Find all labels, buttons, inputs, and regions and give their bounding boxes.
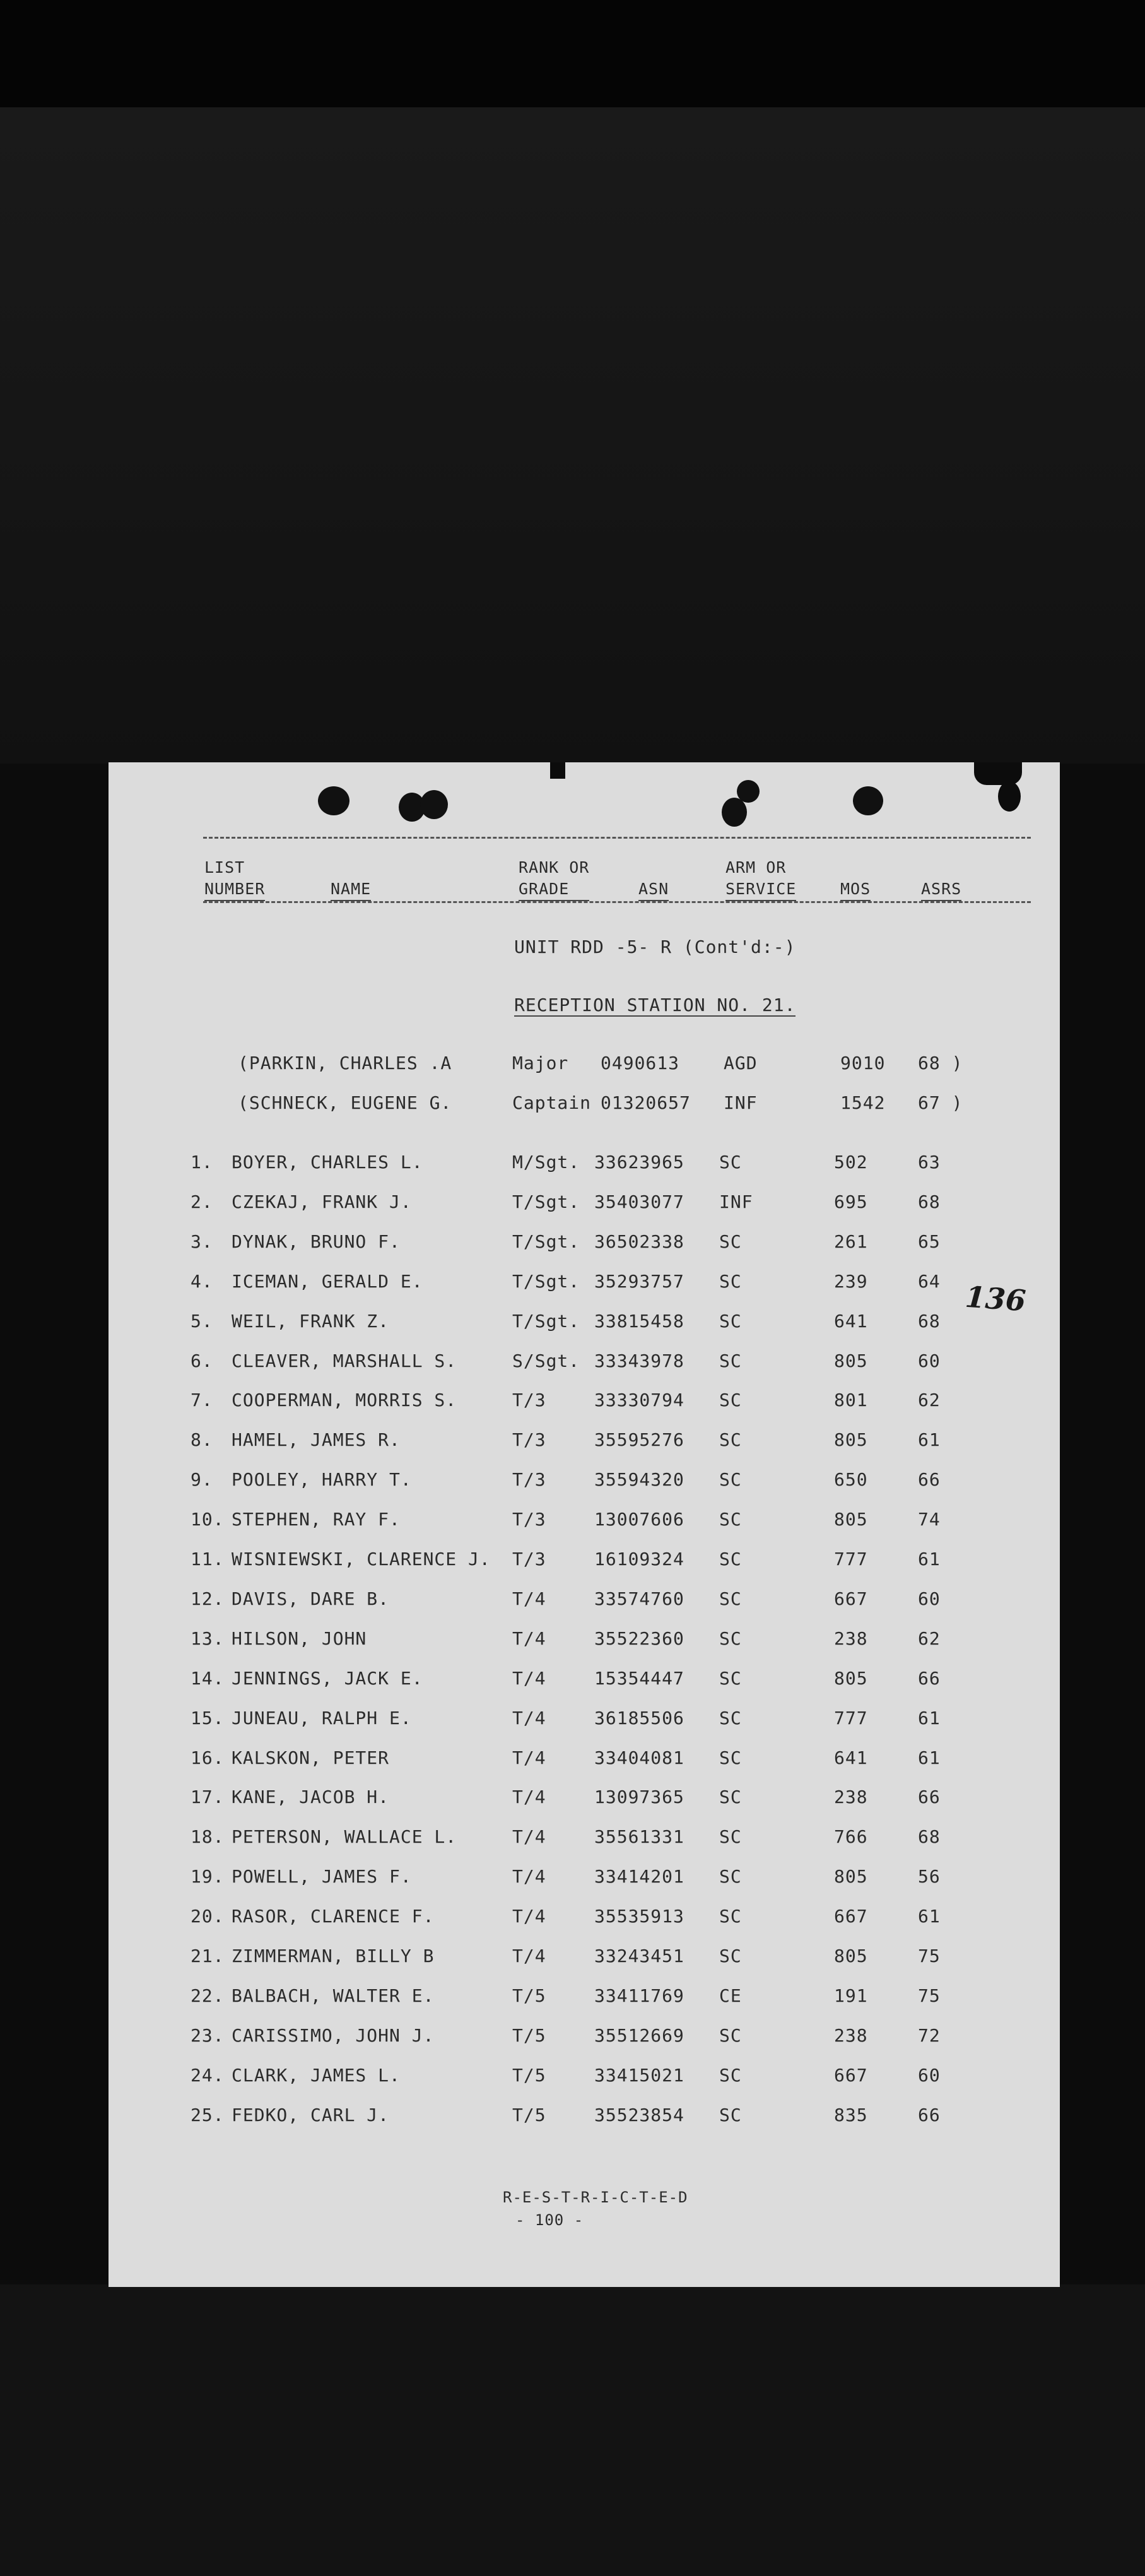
- table-row: [109, 1271, 1060, 1296]
- row-name: COOPERMAN, MORRIS S.: [232, 1390, 457, 1411]
- row-service: SC: [719, 1270, 742, 1292]
- row-mos: 766: [834, 1826, 868, 1848]
- row-asn: 33414201: [594, 1866, 684, 1888]
- row-name: FEDKO, CARL J.: [232, 2104, 390, 2125]
- table-row: [109, 1191, 1060, 1217]
- row-service: SC: [719, 1946, 742, 1966]
- table-row: [109, 1787, 1060, 1812]
- row-rank: T/4: [512, 1667, 546, 1689]
- row-asn: 13007606: [594, 1509, 684, 1530]
- row-rank: T/4: [512, 1946, 546, 1966]
- row-asrs: 60: [918, 1588, 941, 1609]
- row-service: SC: [719, 1628, 742, 1649]
- header-rank-line1: RANK OR: [519, 858, 590, 877]
- row-asn: 33330794: [594, 1390, 684, 1411]
- row-name: JUNEAU, RALPH E.: [232, 1707, 412, 1728]
- row-mos: 238: [834, 1787, 868, 1808]
- row-mos: 777: [834, 1549, 868, 1569]
- row-asn: 33243451: [594, 1946, 684, 1966]
- row-mos: 805: [834, 1866, 868, 1888]
- row-rank: T/3: [512, 1429, 546, 1451]
- row-number: 8.: [191, 1429, 213, 1451]
- table-row: [109, 1053, 1060, 1078]
- row-asrs: 60: [918, 1350, 941, 1371]
- row-number: 17.: [191, 1787, 225, 1808]
- header-mos: MOS: [840, 878, 871, 901]
- document-page: [109, 762, 1060, 2287]
- row-mos: 238: [834, 2024, 868, 2046]
- row-rank: T/Sgt.: [512, 1191, 580, 1212]
- table-row: [109, 1350, 1060, 1376]
- header-service-line2: SERVICE: [725, 878, 796, 901]
- row-service: CE: [719, 1985, 742, 2006]
- row-mos: 9010: [840, 1053, 886, 1073]
- row-rank: T/4: [512, 1628, 546, 1649]
- table-row: [109, 2105, 1060, 2130]
- row-asn: 35523854: [594, 2104, 684, 2125]
- row-asn: 0490613: [601, 1053, 680, 1073]
- row-service: SC: [719, 1866, 742, 1888]
- table-row: [109, 1152, 1060, 1177]
- row-mos: 502: [834, 1152, 868, 1173]
- row-service: SC: [719, 1310, 742, 1332]
- row-number: 24.: [191, 2064, 225, 2086]
- binder-hole: [420, 790, 448, 819]
- row-asrs: 61: [918, 1429, 941, 1451]
- row-asrs: 61: [918, 1549, 941, 1569]
- table-row: [109, 2065, 1060, 2090]
- row-name: (PARKIN, CHARLES .A: [238, 1053, 452, 1073]
- row-rank: T/3: [512, 1509, 546, 1530]
- row-rank: T/5: [512, 2104, 546, 2125]
- row-name: HAMEL, JAMES R.: [232, 1429, 401, 1451]
- row-service: SC: [719, 2024, 742, 2046]
- row-mos: 239: [834, 1270, 868, 1292]
- row-asrs: 68: [918, 1191, 941, 1212]
- row-service: SC: [719, 1588, 742, 1609]
- row-asn: 13097365: [594, 1787, 684, 1808]
- row-number: 9.: [191, 1469, 213, 1491]
- row-name: STEPHEN, RAY F.: [232, 1509, 401, 1530]
- row-mos: 667: [834, 1588, 868, 1609]
- film-border-top: [0, 0, 1145, 107]
- row-number: 18.: [191, 1826, 225, 1848]
- row-number: 19.: [191, 1866, 225, 1888]
- row-name: CLEAVER, MARSHALL S.: [232, 1350, 457, 1371]
- row-number: 14.: [191, 1667, 225, 1689]
- row-mos: 650: [834, 1469, 868, 1491]
- row-mos: 695: [834, 1191, 868, 1212]
- row-mos: 191: [834, 1985, 868, 2006]
- header-asn: ASN: [638, 878, 669, 901]
- row-asn: 36502338: [594, 1231, 684, 1252]
- row-service: INF: [719, 1191, 753, 1212]
- row-service: SC: [719, 1350, 742, 1371]
- row-number: 5.: [191, 1310, 213, 1332]
- torn-edge: [974, 762, 1022, 785]
- table-row: [109, 1549, 1060, 1574]
- row-asrs: 68: [918, 1310, 941, 1332]
- header-asrs: ASRS: [921, 878, 961, 901]
- row-rank: T/4: [512, 1787, 546, 1808]
- table-row: [109, 1668, 1060, 1693]
- row-rank: Captain: [512, 1092, 592, 1113]
- row-name: ICEMAN, GERALD E.: [232, 1270, 423, 1292]
- row-asrs: 60: [918, 2064, 941, 2086]
- table-row: [109, 1628, 1060, 1653]
- row-service: SC: [719, 1747, 742, 1768]
- row-service: SC: [719, 1826, 742, 1848]
- table-row: [109, 1985, 1060, 2011]
- table-row: [109, 1092, 1060, 1118]
- row-asrs: 56: [918, 1866, 941, 1888]
- row-rank: T/5: [512, 2024, 546, 2046]
- row-asrs: 65: [918, 1231, 941, 1252]
- row-number: 22.: [191, 1985, 225, 2006]
- row-asn: 33623965: [594, 1152, 684, 1173]
- row-asrs: 67 ): [918, 1092, 963, 1113]
- row-number: 23.: [191, 2024, 225, 2046]
- row-mos: 777: [834, 1707, 868, 1728]
- row-asn: 33404081: [594, 1747, 684, 1768]
- row-mos: 667: [834, 1906, 868, 1927]
- row-name: ZIMMERMAN, BILLY B: [232, 1946, 435, 1966]
- table-row: [109, 1429, 1060, 1455]
- row-rank: T/5: [512, 2064, 546, 2086]
- row-rank: T/4: [512, 1866, 546, 1888]
- page-number: - 100 -: [515, 2211, 584, 2229]
- row-number: 4.: [191, 1270, 213, 1292]
- row-mos: 805: [834, 1509, 868, 1530]
- row-asn: 15354447: [594, 1667, 684, 1689]
- row-name: CARISSIMO, JOHN J.: [232, 2024, 435, 2046]
- table-row: [109, 2025, 1060, 2050]
- torn-edge: [998, 781, 1021, 812]
- row-asrs: 68 ): [918, 1053, 963, 1073]
- row-number: 25.: [191, 2104, 225, 2125]
- row-number: 15.: [191, 1707, 225, 1728]
- row-service: SC: [719, 1390, 742, 1411]
- table-row: [109, 1906, 1060, 1931]
- row-asn: 35535913: [594, 1906, 684, 1927]
- row-service: SC: [719, 1509, 742, 1530]
- row-asrs: 66: [918, 2104, 941, 2125]
- binder-hole: [737, 780, 760, 803]
- header-list-number-line2: NUMBER: [204, 878, 265, 901]
- row-asn: 35595276: [594, 1429, 684, 1451]
- row-rank: T/4: [512, 1747, 546, 1768]
- table-row: [109, 1311, 1060, 1336]
- row-name: PETERSON, WALLACE L.: [232, 1826, 457, 1848]
- row-rank: S/Sgt.: [512, 1350, 580, 1371]
- header-rank: [519, 857, 589, 901]
- header-list-number-line1: LIST: [204, 858, 245, 877]
- row-asrs: 61: [918, 1707, 941, 1728]
- header-rank-line2: GRADE: [519, 878, 589, 901]
- station-title: RECEPTION STATION NO. 21.: [514, 995, 796, 1015]
- row-asn: 33411769: [594, 1985, 684, 2006]
- row-name: RASOR, CLARENCE F.: [232, 1906, 435, 1927]
- row-mos: 805: [834, 1946, 868, 1966]
- row-asn: 35293757: [594, 1270, 684, 1292]
- table-row: [109, 1231, 1060, 1256]
- table-row: [109, 1469, 1060, 1494]
- row-name: BALBACH, WALTER E.: [232, 1985, 435, 2006]
- row-asrs: 75: [918, 1985, 941, 2006]
- row-service: SC: [719, 2104, 742, 2125]
- row-service: SC: [719, 1549, 742, 1569]
- row-name: (SCHNECK, EUGENE G.: [238, 1092, 452, 1113]
- row-asrs: 66: [918, 1469, 941, 1491]
- header-list-number: [204, 857, 265, 901]
- row-asrs: 72: [918, 2024, 941, 2046]
- binder-hole: [318, 786, 349, 815]
- row-service: SC: [719, 1152, 742, 1173]
- film-background: [0, 107, 1145, 764]
- row-mos: 835: [834, 2104, 868, 2125]
- row-asn: 33574760: [594, 1588, 684, 1609]
- row-asn: 33343978: [594, 1350, 684, 1371]
- row-asn: 33415021: [594, 2064, 684, 2086]
- row-service: SC: [719, 1906, 742, 1927]
- table-row: [109, 1826, 1060, 1852]
- row-asrs: 64: [918, 1270, 941, 1292]
- header-underline: [203, 901, 1031, 903]
- row-asrs: 61: [918, 1906, 941, 1927]
- row-name: KANE, JACOB H.: [232, 1787, 390, 1808]
- row-number: 10.: [191, 1509, 225, 1530]
- row-asrs: 61: [918, 1747, 941, 1768]
- header-service: [725, 857, 796, 901]
- row-mos: 805: [834, 1350, 868, 1371]
- row-asn: 35403077: [594, 1191, 684, 1212]
- row-asrs: 63: [918, 1152, 941, 1173]
- row-service: INF: [724, 1092, 758, 1113]
- row-service: SC: [719, 1667, 742, 1689]
- row-number: 2.: [191, 1191, 213, 1212]
- row-rank: T/4: [512, 1826, 546, 1848]
- classification-footer: R-E-S-T-R-I-C-T-E-D: [503, 2189, 688, 2206]
- table-row: [109, 1747, 1060, 1773]
- row-number: 20.: [191, 1906, 225, 1927]
- row-asn: 01320657: [601, 1092, 691, 1113]
- row-name: WEIL, FRANK Z.: [232, 1310, 390, 1332]
- row-number: 7.: [191, 1390, 213, 1411]
- row-mos: 805: [834, 1667, 868, 1689]
- handwritten-page-number: 136: [964, 1279, 1027, 1318]
- table-row: [109, 1588, 1060, 1614]
- row-service: SC: [719, 2064, 742, 2086]
- row-name: DAVIS, DARE B.: [232, 1588, 390, 1609]
- row-number: 21.: [191, 1946, 225, 1966]
- table-row: [109, 1866, 1060, 1891]
- row-asn: 35561331: [594, 1826, 684, 1848]
- header-service-line1: ARM OR: [725, 858, 787, 877]
- row-mos: 238: [834, 1628, 868, 1649]
- row-asn: 16109324: [594, 1549, 684, 1569]
- table-row: [109, 1708, 1060, 1733]
- row-service: AGD: [724, 1053, 758, 1073]
- row-rank: T/Sgt.: [512, 1231, 580, 1252]
- table-row: [109, 1390, 1060, 1415]
- row-number: 1.: [191, 1152, 213, 1173]
- row-asn: 35522360: [594, 1628, 684, 1649]
- row-rank: T/Sgt.: [512, 1310, 580, 1332]
- row-service: SC: [719, 1429, 742, 1451]
- header-name: NAME: [331, 878, 371, 901]
- row-mos: 667: [834, 2064, 868, 2086]
- row-rank: T/4: [512, 1707, 546, 1728]
- row-name: CLARK, JAMES L.: [232, 2064, 401, 2086]
- row-mos: 1542: [840, 1092, 886, 1113]
- row-name: WISNIEWSKI, CLARENCE J.: [232, 1549, 491, 1569]
- row-asrs: 74: [918, 1509, 941, 1530]
- row-service: SC: [719, 1707, 742, 1728]
- row-mos: 805: [834, 1429, 868, 1451]
- row-number: 12.: [191, 1588, 225, 1609]
- binder-hole: [722, 798, 747, 827]
- row-name: CZEKAJ, FRANK J.: [232, 1191, 412, 1212]
- row-name: DYNAK, BRUNO F.: [232, 1231, 401, 1252]
- table-row: [109, 1946, 1060, 1971]
- row-asn: 33815458: [594, 1310, 684, 1332]
- row-name: BOYER, CHARLES L.: [232, 1152, 423, 1173]
- row-asrs: 66: [918, 1787, 941, 1808]
- unit-title: UNIT RDD -5- R (Cont'd:-): [514, 936, 796, 957]
- row-rank: T/4: [512, 1906, 546, 1927]
- torn-edge: [550, 762, 565, 779]
- row-rank: T/3: [512, 1390, 546, 1411]
- row-asn: 35512669: [594, 2024, 684, 2046]
- row-mos: 641: [834, 1310, 868, 1332]
- row-asrs: 66: [918, 1667, 941, 1689]
- row-mos: 261: [834, 1231, 868, 1252]
- row-asrs: 68: [918, 1826, 941, 1848]
- row-asrs: 75: [918, 1946, 941, 1966]
- row-rank: T/3: [512, 1549, 546, 1569]
- row-service: SC: [719, 1231, 742, 1252]
- row-name: KALSKON, PETER: [232, 1747, 390, 1768]
- row-rank: M/Sgt.: [512, 1152, 580, 1173]
- row-name: JENNINGS, JACK E.: [232, 1667, 423, 1689]
- header-rule: [203, 837, 1031, 839]
- row-rank: T/4: [512, 1588, 546, 1609]
- row-number: 3.: [191, 1231, 213, 1252]
- row-asn: 36185506: [594, 1707, 684, 1728]
- row-number: 16.: [191, 1747, 225, 1768]
- row-number: 6.: [191, 1350, 213, 1371]
- row-service: SC: [719, 1469, 742, 1491]
- row-rank: T/Sgt.: [512, 1270, 580, 1292]
- binder-hole: [853, 786, 883, 815]
- row-service: SC: [719, 1787, 742, 1808]
- row-rank: T/5: [512, 1985, 546, 2006]
- row-name: POOLEY, HARRY T.: [232, 1469, 412, 1491]
- row-asn: 35594320: [594, 1469, 684, 1491]
- row-name: POWELL, JAMES F.: [232, 1866, 412, 1888]
- row-asrs: 62: [918, 1628, 941, 1649]
- row-name: HILSON, JOHN: [232, 1628, 367, 1649]
- row-number: 13.: [191, 1628, 225, 1649]
- row-number: 11.: [191, 1549, 225, 1569]
- row-rank: T/3: [512, 1469, 546, 1491]
- row-rank: Major: [512, 1053, 569, 1073]
- film-border-bottom: [0, 2284, 1145, 2576]
- row-mos: 801: [834, 1390, 868, 1411]
- table-row: [109, 1509, 1060, 1534]
- row-mos: 641: [834, 1747, 868, 1768]
- row-asrs: 62: [918, 1390, 941, 1411]
